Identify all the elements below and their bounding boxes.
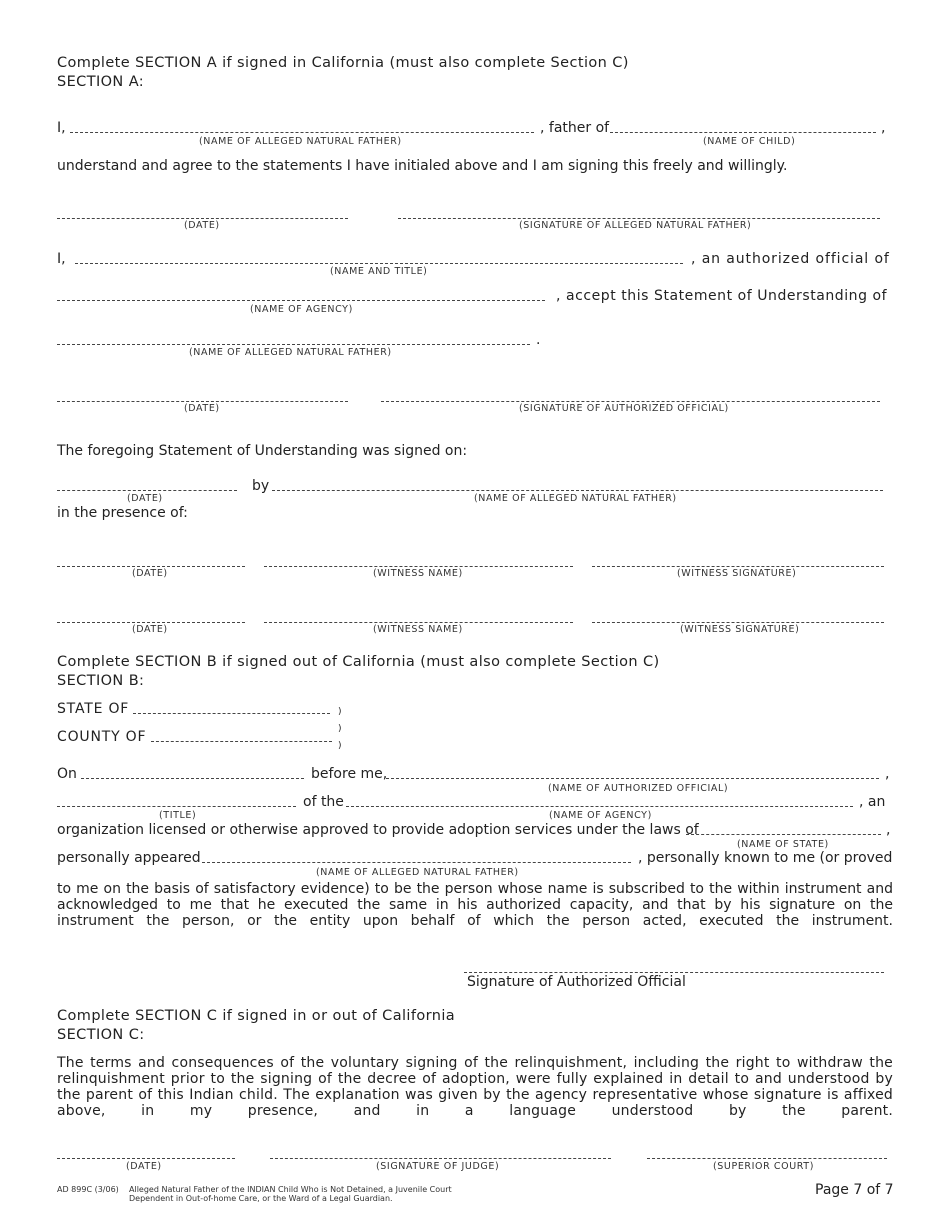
before-me-comma: , xyxy=(885,766,890,782)
form-title-line1: Alleged Natural Father of the INDIAN Child Who is Not Detained, a Juvenile Court xyxy=(129,1185,452,1194)
father-line-prefix: I, xyxy=(57,120,66,136)
signed-date-field[interactable] xyxy=(57,490,237,491)
witness-2-date-field[interactable] xyxy=(57,622,245,623)
label-agency: (NAME OF AGENCY) xyxy=(250,304,353,315)
label-alleged-father-b: (NAME OF ALLEGED NATURAL FATHER) xyxy=(316,867,519,878)
foregoing-text: The foregoing Statement of Understanding was signed on: xyxy=(57,443,468,459)
label-date-2: (DATE) xyxy=(184,403,220,414)
label-witness-1-name: (WITNESS NAME) xyxy=(373,568,463,579)
on-text: On xyxy=(57,766,77,782)
state-field[interactable] xyxy=(133,713,330,714)
authorized-official-name-field[interactable] xyxy=(386,778,879,779)
form-title-line2: Dependent in Out-of-home Care, or the Ward of a Legal Guardian. xyxy=(129,1194,393,1203)
superior-court-field[interactable] xyxy=(647,1158,887,1159)
label-witness-2-date: (DATE) xyxy=(132,624,168,635)
alleged-father-name-field-2[interactable] xyxy=(57,344,530,345)
official-suffix: , an authorized official of xyxy=(691,251,890,267)
witness-1-signature-field[interactable] xyxy=(592,566,884,567)
judge-signature-field[interactable] xyxy=(270,1158,611,1159)
label-witness-1-signature: (WITNESS SIGNATURE) xyxy=(677,568,797,579)
label-name-title: (NAME AND TITLE) xyxy=(330,266,428,277)
alleged-father-signature-field[interactable] xyxy=(398,218,880,219)
section-c-heading: Complete SECTION C if signed in or out of California xyxy=(57,1008,456,1024)
date-field-2[interactable] xyxy=(57,401,348,402)
personally-known-text: , personally known to me (or proved xyxy=(638,850,893,866)
official-name-title-field[interactable] xyxy=(75,263,683,264)
county-field[interactable] xyxy=(151,741,332,742)
alleged-father-name-field-3[interactable] xyxy=(272,490,883,491)
father-of-text: , father of xyxy=(540,120,610,136)
witness-1-date-field[interactable] xyxy=(57,566,245,567)
of-the-text: of the xyxy=(303,794,344,810)
an-text: , an xyxy=(859,794,886,810)
label-child: (NAME OF CHILD) xyxy=(703,136,796,147)
witness-1-name-field[interactable] xyxy=(264,566,573,567)
section-a-title: SECTION A: xyxy=(57,74,145,90)
label-agency-b: (NAME OF AGENCY) xyxy=(549,810,652,821)
label-witness-2-signature: (WITNESS SIGNATURE) xyxy=(680,624,800,635)
understand-text: understand and agree to the statements I have initialed above and I am signing this freely and willingly. xyxy=(57,158,788,174)
witness-2-signature-field[interactable] xyxy=(592,622,884,623)
label-sig-official: (SIGNATURE OF AUTHORIZED OFFICIAL) xyxy=(519,403,729,414)
section-a-heading: Complete SECTION A if signed in California (must also complete Section C) xyxy=(57,55,629,71)
label-title: (TITLE) xyxy=(159,810,197,821)
on-date-field[interactable] xyxy=(81,778,304,779)
label-date-3: (DATE) xyxy=(127,493,163,504)
personally-appeared-text: personally appeared xyxy=(57,850,201,866)
appeared-name-field[interactable] xyxy=(202,862,631,863)
date-field-1[interactable] xyxy=(57,218,348,219)
label-witness-2-name: (WITNESS NAME) xyxy=(373,624,463,635)
title-field[interactable] xyxy=(57,806,296,807)
label-authorized-official: (NAME OF AUTHORIZED OFFICIAL) xyxy=(548,783,729,794)
paren-2: ) xyxy=(338,724,342,734)
child-name-field[interactable] xyxy=(610,132,876,133)
evidence-paragraph: to me on the basis of satisfactory evidence) to be the person whose name is subscribed to the within instrument and acknowledged to me that he executed the same in his authorized capacity, and that by his signature on the instrument the person, or the entity upon behalf of which the person acted, executed the instrument. xyxy=(57,881,893,929)
section-c-title: SECTION C: xyxy=(57,1027,145,1043)
agency-name-field[interactable] xyxy=(57,300,545,301)
presence-text: in the presence of: xyxy=(57,505,188,521)
label-court: (SUPERIOR COURT) xyxy=(713,1161,815,1172)
agency-name-field-b[interactable] xyxy=(346,806,853,807)
authorized-official-signature-field[interactable] xyxy=(464,972,884,973)
alleged-father-name-field[interactable] xyxy=(70,132,534,133)
period: . xyxy=(536,332,541,348)
label-date-c: (DATE) xyxy=(126,1161,162,1172)
paren-1: ) xyxy=(338,707,342,717)
section-c-paragraph: The terms and consequences of the voluntary signing of the relinquishment, including the right to withdraw the relinquishment prior to the signing of the decree of adoption, were fully explained in detail to and understood by the parent of this Indian child. The explanation was given by the agency representative whose signature is affixed above, in my presence, and in a language understood by the parent. xyxy=(57,1055,893,1119)
signature-caption: Signature of Authorized Official xyxy=(467,974,686,990)
official-signature-field[interactable] xyxy=(381,401,880,402)
accept-suffix: , accept this Statement of Understanding of xyxy=(556,288,888,304)
page-number: Page 7 of 7 xyxy=(815,1182,894,1198)
section-b-title: SECTION B: xyxy=(57,673,145,689)
line-end-comma: , xyxy=(881,120,886,136)
witness-2-name-field[interactable] xyxy=(264,622,573,623)
organization-text: organization licensed or otherwise approved to provide adoption services under the laws of xyxy=(57,822,699,838)
label-alleged-father-3: (NAME OF ALLEGED NATURAL FATHER) xyxy=(474,493,677,504)
organization-comma: , xyxy=(886,822,891,838)
official-prefix: I, xyxy=(57,251,66,267)
section-b-heading: Complete SECTION B if signed out of California (must also complete Section C) xyxy=(57,654,660,670)
label-judge: (SIGNATURE OF JUDGE) xyxy=(376,1161,500,1172)
label-witness-1-date: (DATE) xyxy=(132,568,168,579)
county-of-text: COUNTY OF xyxy=(57,729,147,745)
state-of-text: STATE OF xyxy=(57,701,130,717)
by-text: by xyxy=(252,478,270,494)
label-alleged-father-2: (NAME OF ALLEGED NATURAL FATHER) xyxy=(189,347,392,358)
state-name-field[interactable] xyxy=(686,834,881,835)
paren-3: ) xyxy=(338,741,342,751)
before-me-text: before me, xyxy=(311,766,388,782)
label-date-1: (DATE) xyxy=(184,220,220,231)
label-sig-alleged-father: (SIGNATURE OF ALLEGED NATURAL FATHER) xyxy=(519,220,752,231)
judge-date-field[interactable] xyxy=(57,1158,235,1159)
form-code: AD 899C (3/06) xyxy=(57,1185,119,1194)
label-state: (NAME OF STATE) xyxy=(737,839,829,850)
label-alleged-father: (NAME OF ALLEGED NATURAL FATHER) xyxy=(199,136,402,147)
